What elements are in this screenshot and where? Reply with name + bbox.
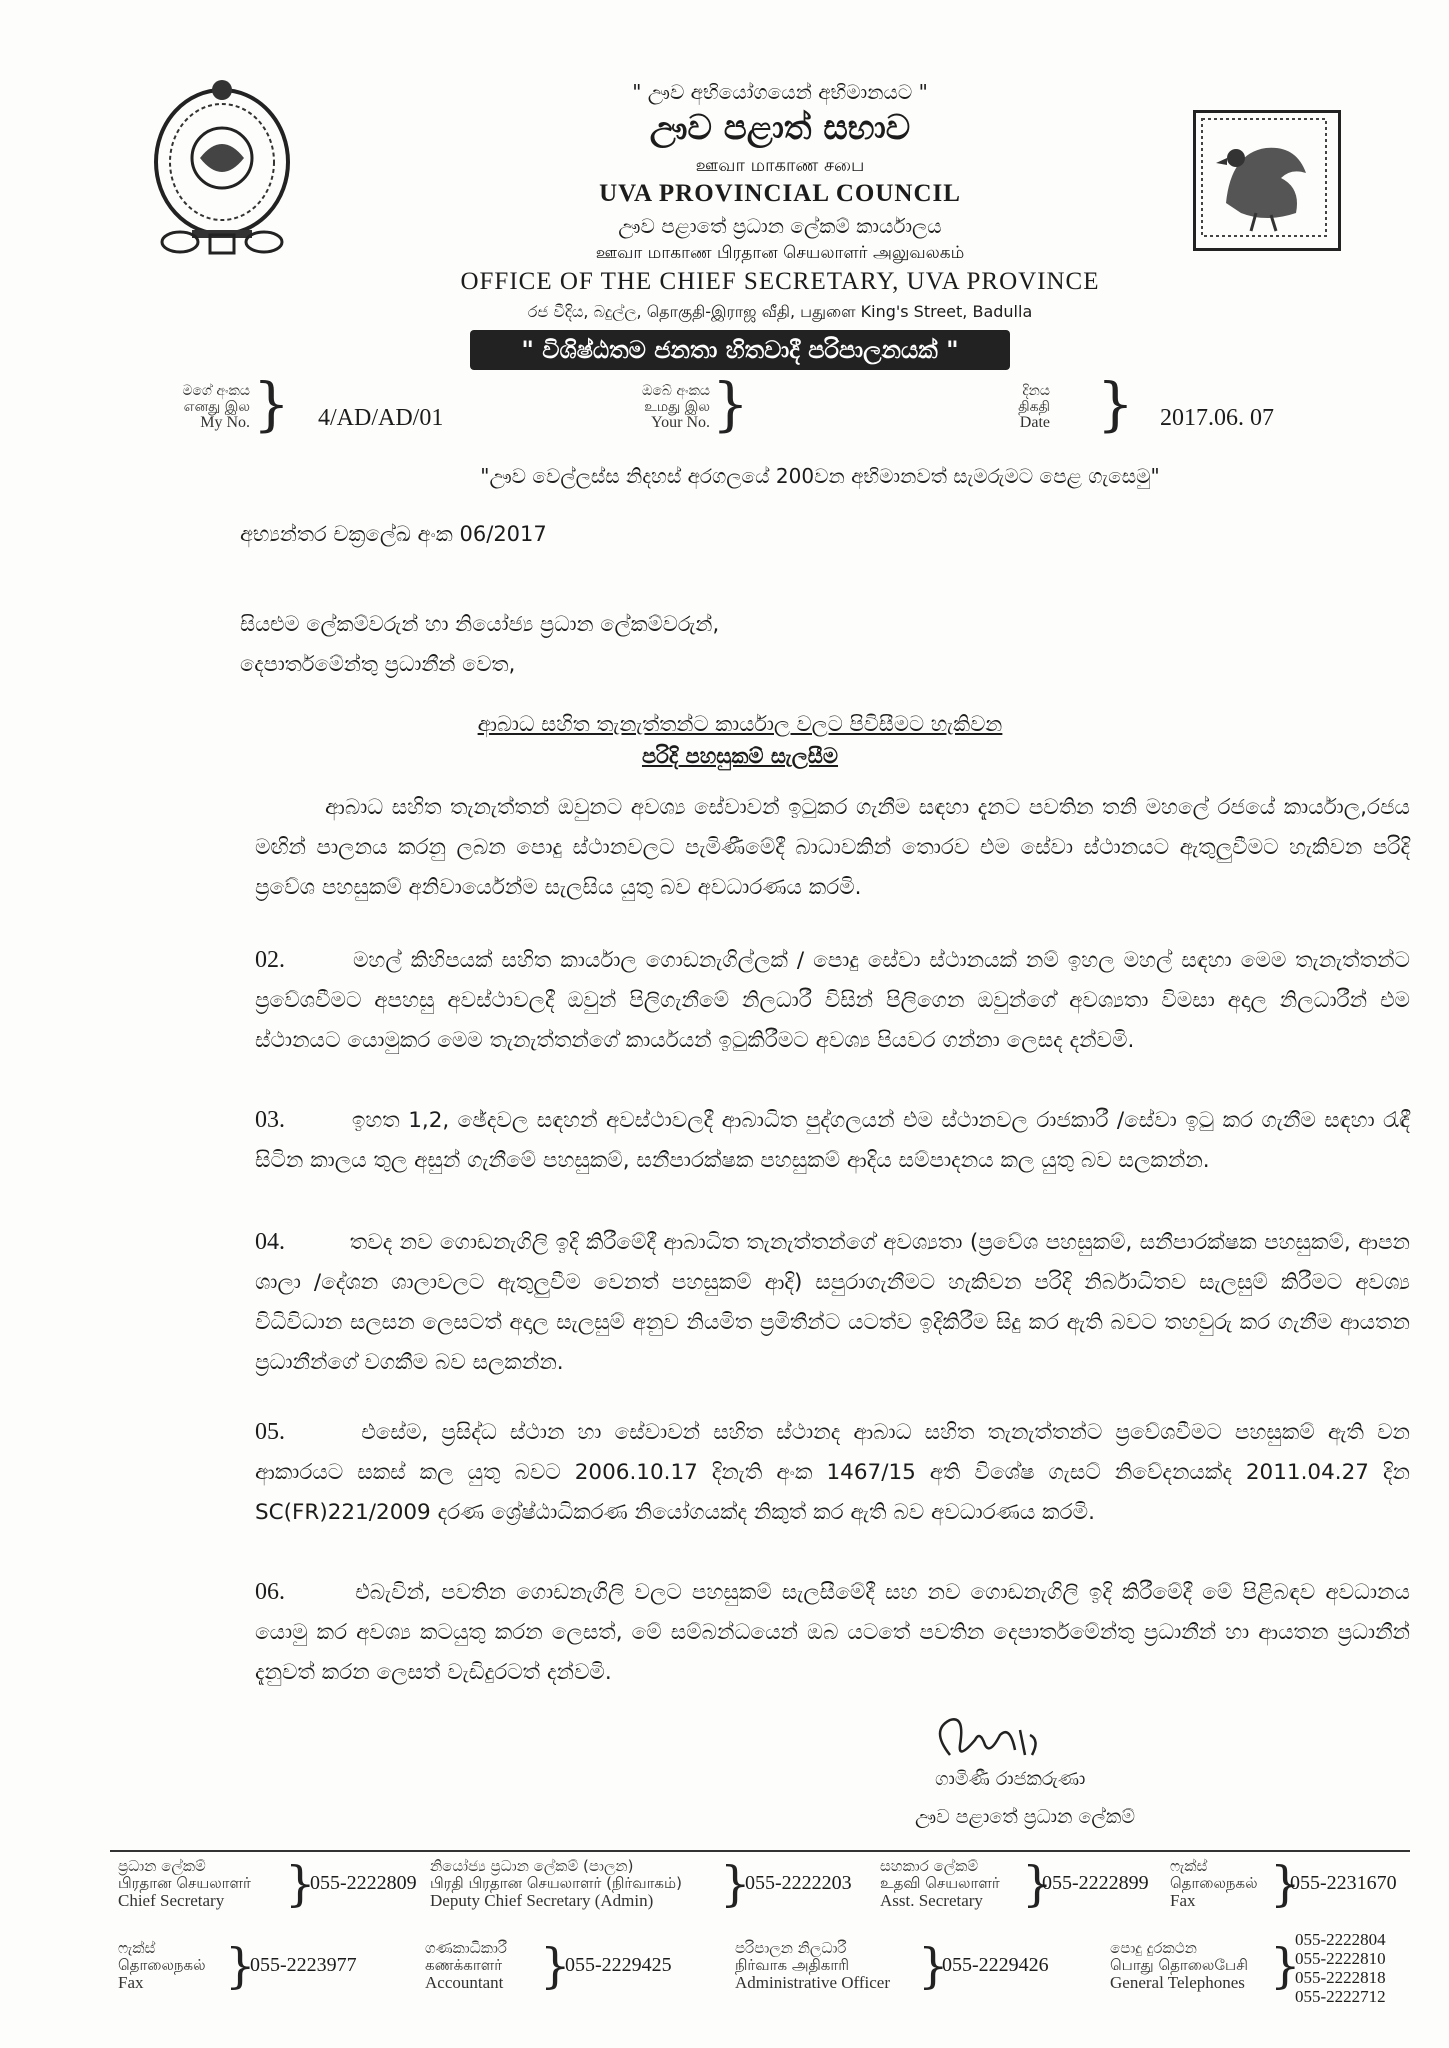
- contact-fax-2: ෆැක්ස් தொலைநகல் Fax: [118, 1939, 206, 1992]
- general-telephones-list: [1295, 1930, 1386, 2006]
- council-name-sinhala: ඌව පළාත් සභාව: [649, 108, 911, 148]
- paragraph-6: [255, 1572, 1410, 1693]
- my-no-brace: }: [253, 370, 290, 438]
- paragraph-4-text: තවද නව ගොඩනැගිලි ඉදි කිරීමේදී ආබාධිත තැනැත්තන්ගේ අවශ්‍යතා (ප්‍රවේශ පහසුකම්, සනීපාරක්ෂක පහසුකම්, ආපන ශාලා /දේශන ශාලාවලට ඇතුලුවීම වෙනත් පහසුකම් ආදි) සපුරාගැනීමට හැකිවන පරිදි නිර්බාධිතව සැලසුම් කිරීමට අවශ්‍ය විධිවිධාන සලසන ලෙසටත් අදාල සැලසුම් අනුව නියමිත ප්‍රමිතීන්ට යටත්ව ඉදිකිරීම සිදු කර ඇති බවට තහවුරු කර ගැනීම ආයතන ප්‍රධානීන්ගේ වගකීම බව සලකන්න.: [255, 1230, 1410, 1375]
- bird-emblem-icon: [1196, 113, 1332, 242]
- contact-deputy-chief-secretary: නියෝජ්‍ය ප්‍රධාන ලේකම් (පාලන) பிரதி பிரதான செயலாளர் (நிர்வாகம்) Deputy Chief Secretary (Admin): [430, 1857, 682, 1910]
- council-name-tamil: ஊவா மாகாண சபை: [695, 155, 865, 176]
- paragraph-6-number: 06.: [255, 1579, 285, 1605]
- footer-top-rule: [110, 1850, 1410, 1852]
- sri-lanka-emblem-icon: [140, 70, 305, 260]
- general-phone-4: 055-2222712: [1295, 1987, 1386, 2006]
- paragraph-3-number: 03.: [255, 1107, 285, 1133]
- contact-brace-8: }: [1270, 1938, 1301, 1994]
- contact-brace-4: }: [1270, 1856, 1301, 1912]
- phone-fax-2: 055-2223977: [250, 1954, 357, 1976]
- signatory-title: ඌව පළාතේ ප්‍රධාන ලේකම්: [915, 1806, 1135, 1828]
- office-name-tamil: ஊவா மாகாண பிரதான செயலாளர் அலுவலகம்: [595, 243, 965, 263]
- contact-brace-2: }: [720, 1856, 751, 1912]
- slogan-banner: " විශිෂ්ඨතම ජනතා හිතවාදී පරිපාලනයක් ": [470, 330, 1010, 370]
- addressee-line-2: දෙපාර්තමේන්තු ප්‍රධානීන් වෙත,: [240, 652, 516, 676]
- date-brace: }: [1097, 370, 1134, 438]
- paragraph-1-text: ආබාධ සහිත තැනැත්තන් ඔවුනට අවශ්‍ය සේවාවන් ඉටුකර ගැනීම සඳහා දැනට පවතින තනි මහලේ රජයේ කාර්යාල,රජය මඟින් පාලනය කරනු ලබන පොදු ස්ථානවලට පැමිණීමේදී බාධාවකින් තොරව එම සේවා ස්ථානයට ඇතුලුවීමට හැකිවන පරිදි ප්‍රවේශ පහසුකම් අනිවාර්යෙන්ම සැලසිය යුතු බව අවධාරණය කරමි.: [255, 795, 1410, 900]
- phone-chief-secretary: 055-2222809: [310, 1872, 417, 1894]
- paragraph-1: [255, 788, 1410, 908]
- council-name-english: UVA PROVINCIAL COUNCIL: [599, 180, 961, 207]
- general-phone-2: 055-2222810: [1295, 1949, 1386, 1968]
- subject-line-2: පරිදි පහසුකම් සැලසීම: [641, 744, 839, 768]
- paragraph-2-number: 02.: [255, 947, 285, 973]
- paragraph-5-number: 05.: [255, 1419, 285, 1445]
- phone-administrative-officer: 055-2229426: [942, 1954, 1049, 1976]
- paragraph-4-number: 04.: [255, 1229, 285, 1255]
- subject-line-1: ආබාධ සහිත තැනැත්තන්ට කාර්යාල වලට පිවිසීමට හැකිවන: [477, 712, 1003, 736]
- date-value: 2017.06. 07: [1160, 405, 1274, 431]
- circular-number: අභ්‍යන්තර චක්‍රලේඛ අංක 06/2017: [240, 522, 547, 546]
- my-no-value: 4/AD/AD/01: [318, 405, 444, 431]
- contact-brace-3: }: [1022, 1856, 1053, 1912]
- contact-brace-6: }: [540, 1938, 571, 1994]
- office-name-english: OFFICE OF THE CHIEF SECRETARY, UVA PROVINCE: [460, 268, 1100, 295]
- contact-general-telephones: පොදු දුරකථන பொது தொலைபேசி General Telephones: [1110, 1939, 1248, 1992]
- provincial-bird-stamp: [1193, 110, 1341, 251]
- your-no-brace: }: [712, 370, 749, 438]
- header-motto: " ඌව අභියෝගයෙන් අභිමානයට ": [632, 80, 928, 104]
- paragraph-3: [255, 1100, 1410, 1181]
- phone-asst-secretary: 055-2222899: [1042, 1872, 1149, 1894]
- general-phone-3: 055-2222818: [1295, 1968, 1386, 1987]
- paragraph-6-text: එබැවින්, පවතින ගොඩනැගිලි වලට පහසුකම් සැලසීමේදී සහ නව ගොඩනැගිලි ඉදි කිරීමේදී මේ පිළිබඳව අවධානය යොමු කර අවශ්‍ය කටයුතු කරන ලෙසත්, මේ සම්බන්ධයෙන් ඔබ යටතේ පවතින දෙපාර්තමේන්තු ප්‍රධානීන් හා ආයතන ප්‍රධානීන් දැනුවත් කරන ලෙසත් වැඩිදුරටත් දන්වමි.: [255, 1580, 1410, 1685]
- date-label: දිනය திகதி Date: [1018, 383, 1050, 431]
- contact-asst-secretary: සහකාර ලේකම් உதவி செயலாளர் Asst. Secretary: [880, 1857, 1000, 1910]
- contact-brace-5: }: [225, 1938, 256, 1994]
- paragraph-5-text: එසේම, ප්‍රසිද්ධ ස්ථාන හා සේවාවන් සහිත ස්ථානද ආබාධ සහිත තැනැත්තන්ට ප්‍රවේශවීමට පහසුකම් ඇති වන ආකාරයට සකස් කල යුතු බවට 2006.10.17 දිනැති අංක 1467/15 අති විශේෂ ගැසට් නිවේදනයක්ද 2011.04.27 දින SC(FR)221/2009 දරණ ශ්‍රේෂ්ඨාධිකරණ නියෝගයක්ද නිකුත් කර ඇති බව අවධාරණය කරමි.: [255, 1420, 1410, 1525]
- your-no-label: ඔබේ අංකය உமது இல Your No.: [642, 383, 710, 431]
- paragraph-4: [255, 1222, 1410, 1383]
- paragraph-3-text: ඉහත 1,2, ඡේදවල සඳහන් අවස්ථාවලදී ආබාධිත පුද්ගලයන් එම ස්ථානවල රාජකාරී /සේවා ඉටු කර ගැනීම සඳහා රැඳී සිටින කාලය තුල අසුන් ගැනීමේ පහසුකම්, සනීපාරක්ෂක පහසුකම් ආදිය සම්පාදනය කල යුතු බව සලකන්න.: [255, 1108, 1410, 1173]
- signature-scribble: [920, 1700, 1070, 1770]
- contact-chief-secretary: ප්‍රධාන ලේකම් பிரதான செயலாளர் Chief Secretary: [118, 1857, 251, 1910]
- office-address: රජ වීදිය, බදුල්ල, தொகுதி-இராஜ வீதி, பதுளை King's Street, Badulla: [527, 302, 1033, 321]
- contact-brace-1: }: [285, 1856, 316, 1912]
- my-no-label: මගේ අංකය எனது இல My No.: [182, 383, 250, 431]
- addressee-line-1: සියළුම ලේකම්වරුන් හා නියෝජ්‍ය ප්‍රධාන ලේකම්වරුන්,: [240, 612, 720, 636]
- general-phone-1: 055-2222804: [1295, 1930, 1386, 1949]
- contact-fax-1: ෆැක්ස් தொலைநகல் Fax: [1170, 1857, 1258, 1910]
- campaign-line: "ඌව වෙල්ලස්ස නිදහස් අරගලයේ 200වන අභිමානවත් සැමරුමට පෙළ ගැසෙමු": [480, 464, 1160, 488]
- phone-deputy-chief-secretary: 055-2222203: [745, 1872, 852, 1894]
- contact-administrative-officer: පරිපාලන නිලධාරී நிர்வாக அதிகாரி Administrative Officer: [735, 1939, 891, 1992]
- phone-accountant: 055-2229425: [565, 1954, 672, 1976]
- paragraph-2: [255, 940, 1410, 1061]
- contact-brace-7: }: [918, 1938, 949, 1994]
- paragraph-2-text: මහල් කිහිපයක් සහිත කාර්යාල ගොඩනැගිල්ලක් / පොදු සේවා ස්ථානයක් නම් ඉහල මහල් සඳහා මෙම තැනැත්තන්ට ප්‍රවේශවීමට අපහසු අවස්ථාවලදී ඔවුන් පිලිගැනීමේ නිලධාරී විසින් පිලිගෙන ඔවුන්ගේ අවශ්‍යතා විමසා අදාල නිලධාරීන් එම ස්ථානයට යොමුකර මෙම තැනැත්තන්ගේ කාර්යයන් ඉටුකිරීමට අවශ්‍ය පියවර ගන්නා ලෙසද දන්වමි.: [255, 948, 1410, 1053]
- paragraph-5: [255, 1412, 1410, 1533]
- phone-fax-1: 055-2231670: [1290, 1872, 1397, 1894]
- office-name-sinhala: ඌව පළාතේ ප්‍රධාන ලේකම් කාර්යාලය: [618, 214, 942, 238]
- signatory-name: ගාමිණී රාජකරුණා: [935, 1768, 1086, 1790]
- contact-accountant: ගණකාධිකාරී கணக்காளர் Accountant: [425, 1939, 507, 1992]
